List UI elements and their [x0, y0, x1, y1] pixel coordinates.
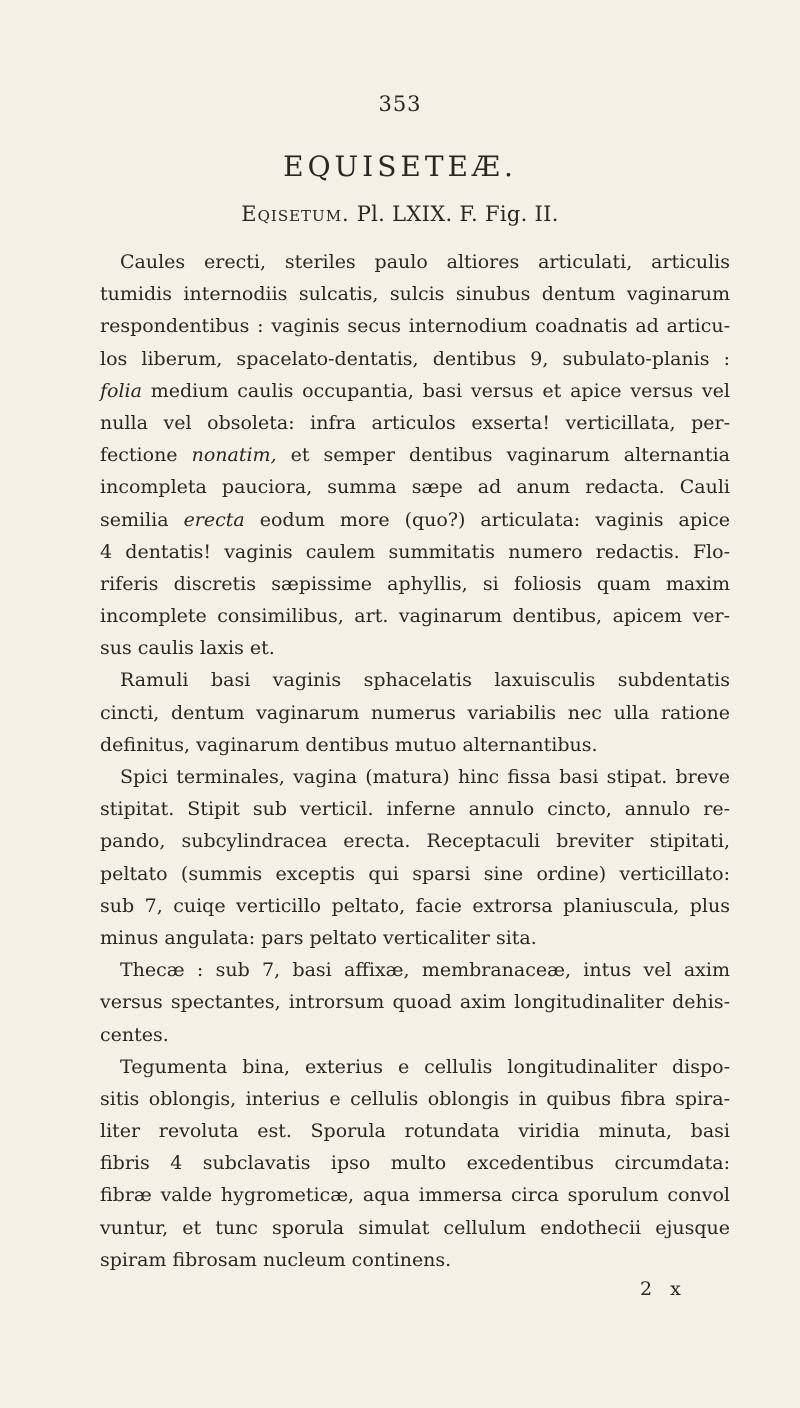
text-segment: tumidis internodiis sulcatis, sulcis sinubus dentum vaginarum: [100, 283, 730, 306]
text-segment: centes.: [100, 1023, 169, 1046]
text-line: [100, 858, 730, 890]
text-line: [100, 439, 730, 471]
text-line: [100, 1115, 730, 1147]
printer-signature: 2 x: [640, 1278, 687, 1300]
text-segment: sitis oblongis, interius e cellulis oblongis in quibus fibra spira-: [100, 1087, 730, 1110]
text-segment: spiram fibrosam nucleum continens.: [100, 1248, 452, 1271]
text-line: [100, 664, 730, 696]
text-segment: fectione: [100, 444, 192, 467]
italic-term: erecta: [183, 508, 245, 531]
text-segment: liter revoluta est. Sporula rotundata viridia minuta, basi: [100, 1120, 730, 1143]
text-line: [100, 246, 730, 278]
text-segment: pando, subcylindracea erecta. Receptaculi breviter stipitati,: [100, 830, 730, 853]
text-line: [100, 1212, 730, 1244]
body-text: [100, 246, 730, 1276]
text-line: [100, 1083, 730, 1115]
text-segment: incompleta pauciora, summa sæpe ad anum redacta. Cauli: [100, 476, 730, 499]
text-segment: nulla vel obsoleta: infra articulos exserta! verticillata, per-: [100, 411, 730, 434]
text-segment: versus spectantes, introrsum quoad axim longitudinaliter dehis-: [100, 991, 730, 1014]
text-line: [100, 890, 730, 922]
section-title: EQUISETEÆ.: [283, 150, 517, 183]
text-segment: sub 7, cuiqe verticillo peltato, facie extrorsa planiuscula, plus: [100, 894, 730, 917]
text-line: [100, 825, 730, 857]
text-segment: definitus, vaginarum dentibus mutuo alternantibus.: [100, 733, 598, 756]
text-segment: vuntur, et tunc sporula simulat cellulum endothecii ejusque: [100, 1216, 730, 1239]
text-segment: medium caulis occupantia, basi versus et apice versus vel: [141, 379, 730, 402]
text-segment: Tegumenta bina, exterius e cellulis longitudinaliter dispo-: [120, 1055, 730, 1078]
text-segment: eodum more (quo?) articulata: vaginis apice: [244, 508, 730, 531]
text-segment: cincti, dentum vaginarum numerus variabilis nec ulla ratione: [100, 701, 730, 724]
text-line: [100, 343, 730, 375]
text-line: [100, 1051, 730, 1083]
text-line: [100, 1179, 730, 1211]
text-line: [100, 278, 730, 310]
text-line: [100, 986, 730, 1018]
text-line: [100, 922, 730, 954]
text-segment: et semper dentibus vaginarum alternantia: [276, 444, 730, 467]
text-line: [100, 729, 730, 761]
text-segment: Ramuli basi vaginis sphacelatis laxuisculis subdentatis: [120, 669, 730, 692]
text-segment: Thecæ : sub 7, basi affixæ, membranaceæ, intus vel axim: [120, 959, 730, 982]
italic-term: folia: [100, 379, 142, 402]
genus-heading: [0, 202, 800, 226]
text-line: [100, 407, 730, 439]
text-segment: Spici terminales, vagina (matura) hinc fissa basi stipat. breve: [120, 766, 730, 788]
text-line: [100, 793, 730, 825]
text-segment: los liberum, spacelato-dentatis, dentibus 9, subulato-planis :: [100, 347, 730, 370]
text-line: [100, 536, 730, 568]
text-segment: peltato (summis exceptis qui sparsi sine ordine) verticillato:: [100, 862, 730, 885]
page-number: 353: [378, 92, 422, 116]
text-segment: stipitat. Stipit sub verticil. inferne annulo cincto, annulo re-: [100, 798, 730, 821]
text-segment: fibris 4 subclavatis ipso multo excedentibus circumdata:: [100, 1152, 730, 1175]
text-segment: Caules erecti, steriles paulo altiores articulati, articulis: [120, 251, 730, 273]
text-line: [100, 697, 730, 729]
text-line: [100, 600, 730, 632]
text-segment: minus angulata: pars peltato verticaliter sita.: [100, 926, 537, 949]
text-line: [100, 1244, 730, 1276]
plate-reference: Pl. LXIX. F. Fig. II.: [356, 202, 559, 226]
text-line: [100, 568, 730, 600]
text-line: [100, 1019, 730, 1051]
text-line: [100, 375, 730, 407]
text-line: [100, 632, 730, 664]
text-line: [100, 761, 730, 793]
text-line: [100, 471, 730, 503]
text-line: [100, 954, 730, 986]
italic-term: nonatim,: [191, 444, 277, 467]
text-segment: sus caulis laxis et.: [100, 637, 275, 660]
text-segment: riferis discretis sæpissime aphyllis, si foliosis quam maxim: [100, 572, 730, 595]
text-segment: semilia: [100, 508, 184, 531]
text-segment: incomplete consimilibus, art. vaginarum dentibus, apicem ver-: [100, 605, 730, 628]
text-segment: fibræ valde hygrometicæ, aqua immersa circa sporulum convol: [100, 1184, 730, 1207]
text-line: [100, 1147, 730, 1179]
text-segment: respondentibus : vaginis secus internodium coadnatis ad articu-: [100, 315, 730, 338]
text-line: [100, 504, 730, 536]
genus-name: Eqisetum.: [241, 202, 350, 226]
text-segment: 4 dentatis! vaginis caulem summitatis numero redactis. Flo-: [100, 540, 730, 563]
text-line: [100, 310, 730, 342]
